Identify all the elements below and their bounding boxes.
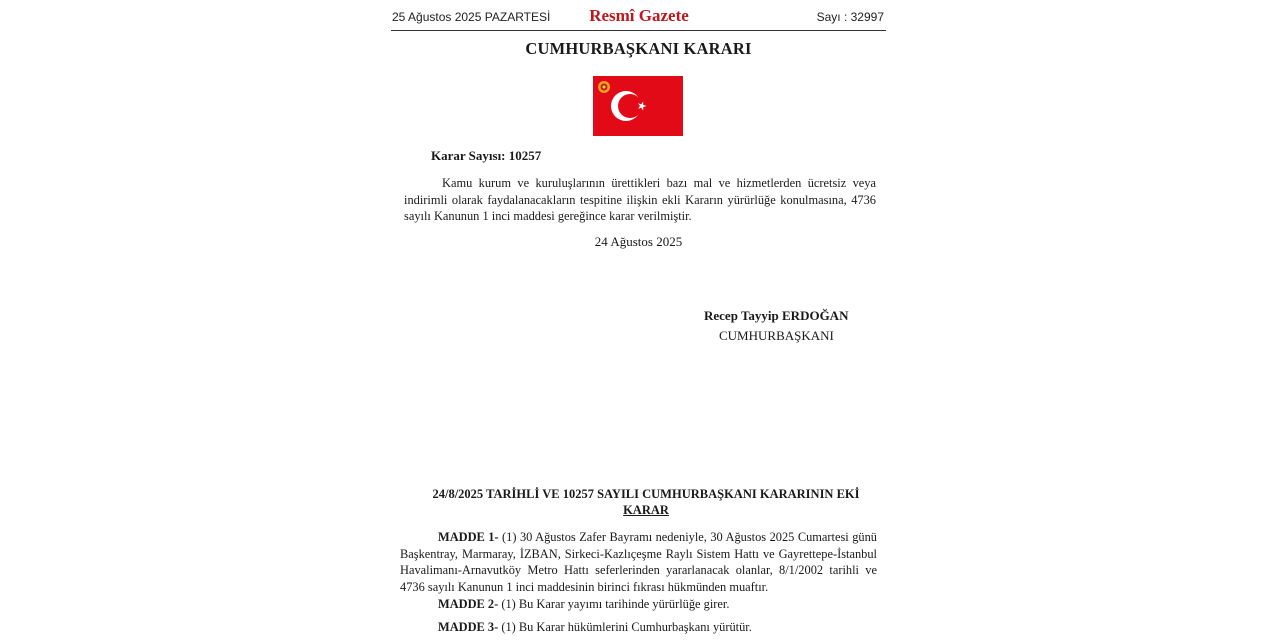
document-title: CUMHURBAŞKANI KARARI bbox=[525, 39, 752, 58]
article-label: MADDE 2- bbox=[438, 597, 499, 611]
header-divider bbox=[391, 30, 886, 31]
article-text: (1) 30 Ağustos Zafer Bayramı nedeniyle, 30 Ağustos 2025 Cumartesi günü Başkentray, Marmaray, İZBAN, Sirkeci-Kazlıçeşme Raylı Sistem Hattı ve Gayrettepe-İstanbul Havalimanı-Arnavutköy Metro Hattı seferlerinden yararlanacak olanlar, 8/1/2002 tarihli ve 4736 sayılı Kanunun 1 inci maddesinin birinci fıkrası hükmünden muaftır. bbox=[400, 530, 877, 594]
article-label: MADDE 3- bbox=[438, 620, 499, 634]
article-text: (1) Bu Karar hükümlerini Cumhurbaşkanı yürütür. bbox=[498, 620, 752, 634]
article-3 bbox=[438, 620, 752, 635]
decision-number: Karar Sayısı: 10257 bbox=[431, 148, 542, 163]
article-label: MADDE 1- bbox=[438, 530, 499, 544]
decision-date: 24 Ağustos 2025 bbox=[594, 234, 683, 249]
annex-title bbox=[404, 486, 888, 518]
article-2 bbox=[438, 597, 729, 612]
signer-name: Recep Tayyip ERDOĞAN bbox=[704, 308, 849, 323]
annex-title-line: 24/8/2025 TARİHLİ VE 10257 SAYILI CUMHURBAŞKANI KARARININ EKİ bbox=[432, 487, 860, 501]
article-text: (1) Bu Karar yayımı tarihinde yürürlüğe girer. bbox=[498, 597, 730, 611]
gazette-title: Resmî Gazete bbox=[589, 6, 689, 25]
header-date: 25 Ağustos 2025 PAZARTESİ bbox=[392, 10, 551, 24]
annex-subtitle: KARAR bbox=[623, 503, 669, 517]
intro-paragraph: Kamu kurum ve kuruluşlarının ürettikleri bazı mal ve hizmetlerden ücretsiz veya indirimli olarak faydalanacakların tespitine ilişkin ekli Kararın yürürlüğe konulmasına, 4736 sayılı Kanunun 1 inci maddesi gereğince karar verilmiştir. bbox=[404, 176, 876, 223]
article-1 bbox=[400, 529, 877, 595]
turkish-flag-icon bbox=[593, 76, 683, 136]
signer-title: CUMHURBAŞKANI bbox=[719, 328, 834, 343]
emblem-icon bbox=[598, 81, 610, 93]
issue-number: Sayı : 32997 bbox=[816, 10, 884, 24]
